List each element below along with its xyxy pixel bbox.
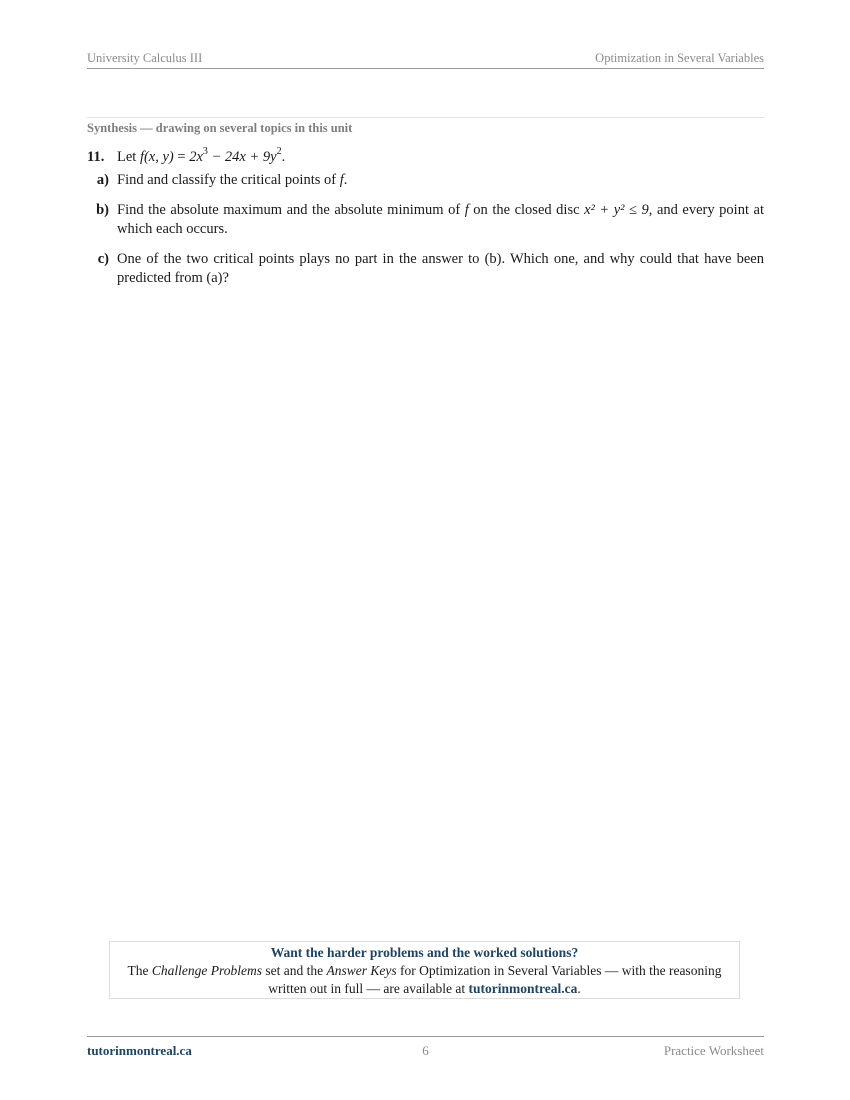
function-period: . (281, 149, 286, 165)
promo-text-3: for Optimization in Several Variables — with the reasoning written out in full — are available at (268, 963, 722, 996)
disc-inequality: x² + y² ≤ 9 (584, 202, 649, 218)
section-divider (87, 117, 764, 118)
part-a-math: f (339, 171, 344, 188)
promo-challenge-problems: Challenge Problems (151, 963, 263, 978)
promo-text-4: . (577, 981, 581, 996)
promo-link[interactable]: tutorinmontreal.ca (468, 981, 578, 996)
promo-body (110, 962, 739, 998)
header-course-title: University Calculus III (87, 51, 203, 65)
promo-title: Want the harder problems and the worked solutions? (270, 945, 579, 960)
part-a-period: . (343, 171, 348, 188)
running-footer (87, 1036, 764, 1059)
part-c (87, 250, 764, 287)
part-c-label: c) (97, 251, 109, 267)
page-number: 6 (422, 1043, 429, 1058)
part-a-text: Find and classify the critical points of (117, 171, 340, 188)
problem-number: 11. (87, 149, 105, 165)
function-term-2: − 24x + 9y (207, 149, 277, 165)
problem-intro: Let (117, 149, 137, 165)
promo-box (109, 941, 740, 999)
function-term-1: 2x (189, 149, 203, 165)
problem-statement: 11. Let f(x, $y) = 2x^3 - 24x + 9y^2$. (87, 146, 286, 165)
header-unit-title: Optimization in Several Variables (595, 51, 764, 65)
part-a (87, 171, 764, 190)
part-a-label: a) (96, 171, 109, 188)
section-label: Synthesis — drawing on several topics in this unit (87, 121, 353, 135)
promo-text-1: The (127, 963, 152, 978)
footer-site-link[interactable]: tutorinmontreal.ca (87, 1043, 192, 1058)
promo-text-2: set and the (262, 963, 327, 978)
part-b-text-middle: on the closed disc (468, 202, 585, 218)
part-b-math: f (464, 202, 469, 218)
part-c-text: One of the two critical points plays no part in the answer to (b). Which one, and why could that have been predicted from (a)? (117, 251, 764, 286)
footer-doc-type: Practice Worksheet (663, 1043, 764, 1058)
running-header (87, 50, 764, 69)
part-b-label: b) (96, 202, 109, 218)
part-b-text-end: , and every point at which each occurs. (117, 202, 764, 237)
promo-answer-keys: Answer Keys (326, 963, 397, 978)
part-b (87, 201, 764, 238)
function-lhs: f(x, y) (139, 149, 174, 165)
problem-11 (87, 148, 764, 287)
exponent-3: 3 (202, 146, 208, 158)
part-b-text: Find the absolute maximum and the absolute minimum of (117, 202, 465, 218)
exponent-2: 2 (276, 146, 282, 158)
